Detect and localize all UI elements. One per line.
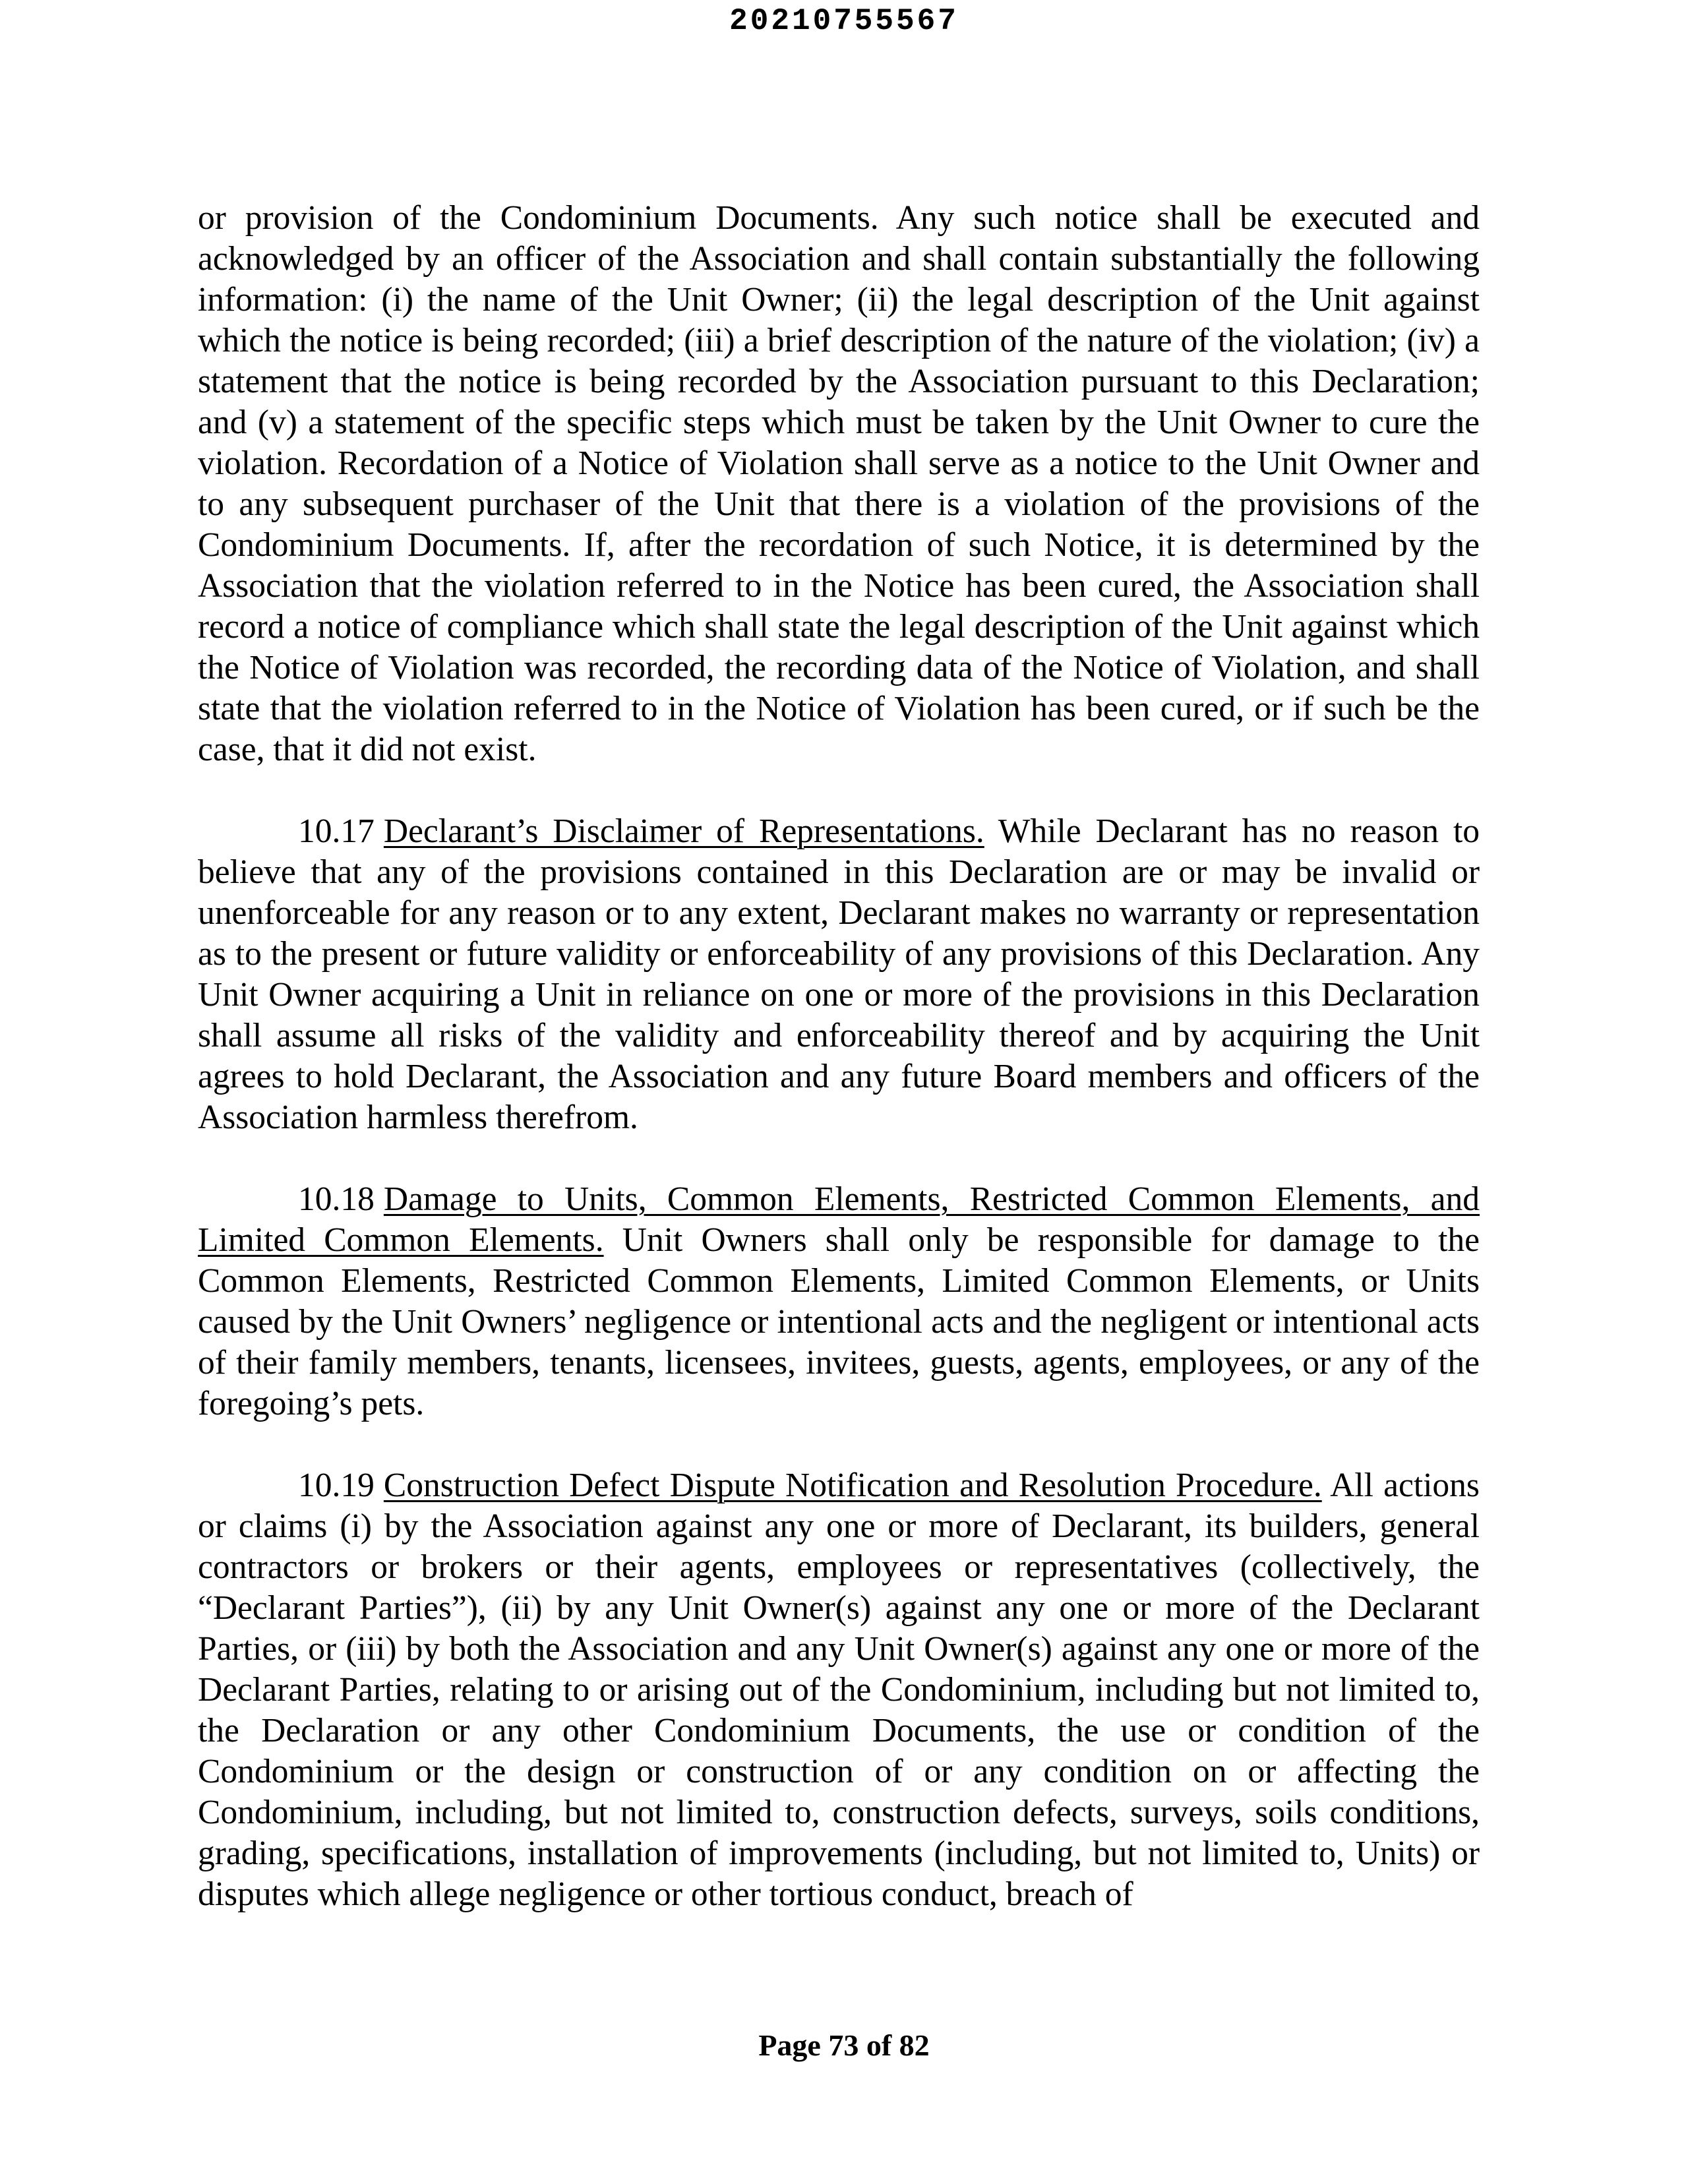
document-number: 20210755567 (729, 4, 959, 38)
section-number: 10.19 (298, 1467, 375, 1504)
document-body (198, 198, 1480, 1915)
section-text: Unit Owners shall only be responsible for damage to the Common Elements, Restricted Common Elements, Limited Common Elements, or Units caused by the Unit Owners’ negligence or intentional acts and the negligent or intentional acts of their family members, tenants, licensees, invitees, guests, agents, employees, or any of the foregoing’s pets. (198, 1221, 1480, 1422)
section-text: All actions or claims (i) by the Association against any one or more of Declarant, its builders, general contractors or brokers or their agents, employees or representatives (collectively, the “Declarant Parties”), (ii) by any Unit Owner(s) against any one or more of the Declarant Parties, or (iii) by both the Association and any Unit Owner(s) against any one or more of the Declarant Parties, relating to or arising out of the Condominium, including but not limited to, the Declaration or any other Condominium Documents, the use or condition of the Condominium or the design or construction of or any condition on or affecting the Condominium, including, but not limited to, construction defects, surveys, soils conditions, grading, specifications, installation of improvements (including, but not limited to, Units) or disputes which allege negligence or other tortious conduct, breach of (198, 1467, 1480, 1913)
section-heading: Construction Defect Dispute Notification and Resolution Procedure. (383, 1467, 1322, 1504)
section-number: 10.17 (298, 812, 375, 850)
section-heading: Declarant’s Disclaimer of Representations. (383, 812, 984, 850)
paragraph-continued (198, 198, 1480, 770)
page-number-footer: Page 73 of 82 (758, 2028, 930, 2062)
section-10-17 (198, 811, 1480, 1138)
paragraph-text: or provision of the Condominium Documents. Any such notice shall be executed and acknowledged by an officer of the Association and shall contain substantially the following information: (i) the name of the Unit Owner; (ii) the legal description of the Unit against which the notice is being recorded; (iii) a brief description of the nature of the violation; (iv) a statement that the notice is being recorded by the Association pursuant to this Declaration; and (v) a statement of the specific steps which must be taken by the Unit Owner to cure the violation. Recordation of a Notice of Violation shall serve as a notice to the Unit Owner and to any subsequent purchaser of the Unit that there is a violation of the provisions of the Condominium Documents. If, after the recordation of such Notice, it is determined by the Association that the violation referred to in the Notice has been cured, the Association shall record a notice of compliance which shall state the legal description of the Unit against which the Notice of Violation was recorded, the recording data of the Notice of Violation, and shall state that the violation referred to in the Notice of Violation has been cured, or if such be the case, that it did not exist. (198, 199, 1480, 768)
section-number: 10.18 (298, 1180, 375, 1218)
section-text: While Declarant has no reason to believe that any of the provisions contained in this Declaration are or may be invalid or unenforceable for any reason or to any extent, Declarant makes no warranty or representation as to the present or future validity or enforceability of any provisions of this Declaration. Any Unit Owner acquiring a Unit in reliance on one or more of the provisions in this Declaration shall assume all risks of the validity and enforceability thereof and by acquiring the Unit agrees to hold Declarant, the Association and any future Board members and officers of the Association harmless therefrom. (198, 812, 1480, 1136)
section-heading: Damage to Units, Common Elements, Restricted Common Elements, and Limited Common Elements. (198, 1180, 1480, 1259)
section-10-18 (198, 1179, 1480, 1424)
section-10-19 (198, 1465, 1480, 1915)
